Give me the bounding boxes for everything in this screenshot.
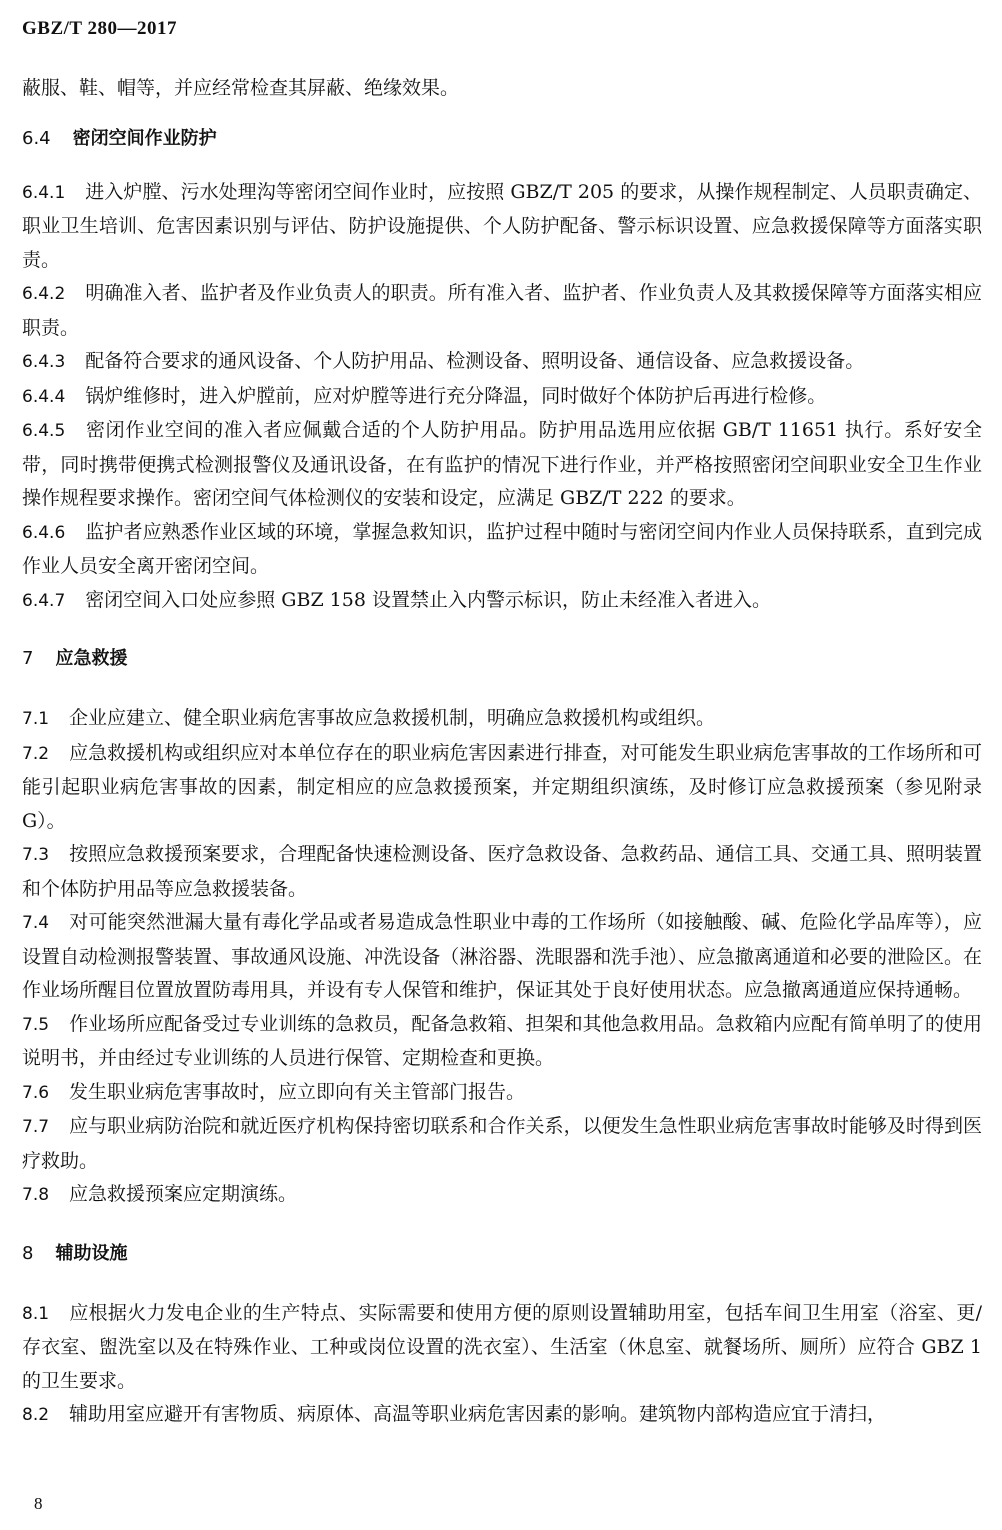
clause-number: 6.4.6	[22, 522, 66, 543]
clause-text: 明确准入者、监护者及作业负责人的职责。所有准入者、监护者、作业负责人及其救援保障等方面落实相应职责。	[22, 282, 982, 339]
clause-6-4-1	[22, 176, 982, 278]
clause-text: 密闭空间入口处应参照 GBZ 158 设置禁止入内警示标识，防止未经准入者进入。	[85, 588, 771, 611]
clause-8-2	[22, 1398, 982, 1433]
clause-number: 7.8	[22, 1185, 50, 1205]
clause-number: 6.4.4	[22, 386, 66, 407]
clause-6-4-5	[22, 414, 982, 516]
clause-6-4-7	[22, 584, 982, 619]
clause-number: 7.5	[22, 1014, 50, 1035]
clause-number: 7.6	[22, 1082, 50, 1103]
section-title: 应急救援	[55, 648, 128, 669]
clause-text: 锅炉维修时，进入炉膛前，应对炉膛等进行充分降温，同时做好个体防护后再进行检修。	[85, 384, 827, 407]
section-number: 7	[22, 648, 34, 669]
clause-text: 按照应急救援预案要求，合理配备快速检测设备、医疗急救设备、急救药品、通信工具、交通工具、照明装置和个体防护用品等应急救援装备。	[22, 843, 982, 900]
clause-6-4-2	[22, 277, 982, 345]
clause-text: 密闭作业空间的准入者应佩戴合适的个人防护用品。防护用品选用应依据 GB/T 11651 执行。系好安全带，同时携带便携式检测报警仪及通讯设备，在有监护的情况下进行作业，并严格按照密闭空间职业安全卫生作业操作规程要求操作。密闭空间气体检测仪的安装和设定，应满足 GBZ/T 222 的要求。	[22, 419, 982, 509]
section-title: 辅助设施	[55, 1242, 128, 1264]
page-number: 8	[34, 1494, 43, 1513]
clause-text: 企业应建立、健全职业病危害事故应急救援机制，明确应急救援机构或组织。	[69, 707, 716, 729]
clause-number: 8.1	[22, 1303, 50, 1324]
continuation-paragraph: 蔽服、鞋、帽等，并应经常检查其屏蔽、绝缘效果。	[22, 77, 460, 99]
clause-7-4	[22, 906, 982, 1008]
clause-text: 配备符合要求的通风设备、个人防护用品、检测设备、照明设备、通信设备、应急救援设备。	[85, 350, 865, 372]
clause-7-5	[22, 1008, 982, 1076]
clause-text: 发生职业病危害事故时，应立即向有关主管部门报告。	[69, 1080, 526, 1103]
clause-7-7	[22, 1110, 982, 1178]
clause-number: 6.4.2	[22, 284, 66, 304]
clause-number: 7.7	[22, 1117, 50, 1137]
clause-text: 进入炉膛、污水处理沟等密闭空间作业时，应按照 GBZ/T 205 的要求，从操作规程制定、人员职责确定、职业卫生培训、危害因素识别与评估、防护设施提供、个人防护配备、警示标识设置、应急救援保障等方面落实职责。	[22, 180, 982, 271]
clause-7-8	[22, 1178, 982, 1213]
document-body	[22, 72, 982, 1433]
clause-text: 应根据火力发电企业的生产特点、实际需要和使用方便的原则设置辅助用室，包括车间卫生用室（浴室、更/存衣室、盥洗室以及在特殊作业、工种或岗位设置的洗衣室）、生活室（休息室、就餐场所、厕所）应符合 GBZ 1 的卫生要求。	[22, 1301, 982, 1392]
clause-number: 6.4.5	[22, 421, 66, 441]
section-heading-7	[22, 644, 982, 674]
clause-text: 监护者应熟悉作业区域的环境，掌握急救知识，监护过程中随时与密闭空间内作业人员保持联系，直到完成作业人员安全离开密闭空间。	[22, 520, 982, 577]
clause-text: 辅助用室应避开有害物质、病原体、高温等职业病危害因素的影响。建筑物内部构造应宜于清扫，	[69, 1403, 887, 1425]
section-number: 8	[22, 1242, 34, 1264]
standard-code-header: GBZ/T 280—2017	[22, 18, 177, 39]
clause-text: 对可能突然泄漏大量有毒化学品或者易造成急性职业中毒的工作场所（如接触酸、碱、危险化学品库等），应设置自动检测报警装置、事故通风设施、冲洗设备（淋浴器、洗眼器和洗手池）、应急撤离通道和必要的泄险区。在作业场所醒目位置放置防毒用具，并设有专人保管和维护，保证其处于良好使用状态。应急撤离通道应保持通畅。	[22, 911, 982, 1001]
clause-text: 应与职业病防治院和就近医疗机构保持密切联系和合作关系，以便发生急性职业病危害事故时能够及时得到医疗救助。	[22, 1115, 982, 1172]
section-title: 密闭空间作业防护	[72, 127, 217, 149]
clause-7-2	[22, 737, 982, 839]
section-heading-6-4	[22, 124, 982, 154]
clause-text: 作业场所应配备受过专业训练的急救员，配备急救箱、担架和其他急救用品。急救箱内应配有简单明了的使用说明书，并由经过专业训练的人员进行保管、定期检查和更换。	[22, 1012, 982, 1069]
clause-number: 6.4.1	[22, 182, 66, 203]
clause-number: 7.4	[22, 913, 50, 933]
clause-7-1	[22, 702, 982, 737]
clause-7-6	[22, 1076, 982, 1111]
clause-number: 7.2	[22, 743, 50, 764]
clause-6-4-3	[22, 345, 982, 380]
clause-number: 7.1	[22, 709, 50, 729]
section-heading-8	[22, 1239, 982, 1269]
clause-8-1	[22, 1297, 982, 1399]
clause-number: 8.2	[22, 1405, 50, 1425]
clause-number: 6.4.7	[22, 590, 66, 611]
clause-text: 应急救援预案应定期演练。	[69, 1183, 298, 1205]
clause-number: 7.3	[22, 845, 50, 865]
clause-7-3	[22, 838, 982, 906]
clause-6-4-4	[22, 380, 982, 415]
section-number: 6.4	[22, 127, 51, 149]
clause-6-4-6	[22, 516, 982, 584]
clause-text: 应急救援机构或组织应对本单位存在的职业病危害因素进行排查，对可能发生职业病危害事故的工作场所和可能引起职业病危害事故的因素，制定相应的应急救援预案，并定期组织演练，及时修订应急救援预案（参见附录 G）。	[22, 741, 982, 832]
clause-number: 6.4.3	[22, 352, 66, 372]
